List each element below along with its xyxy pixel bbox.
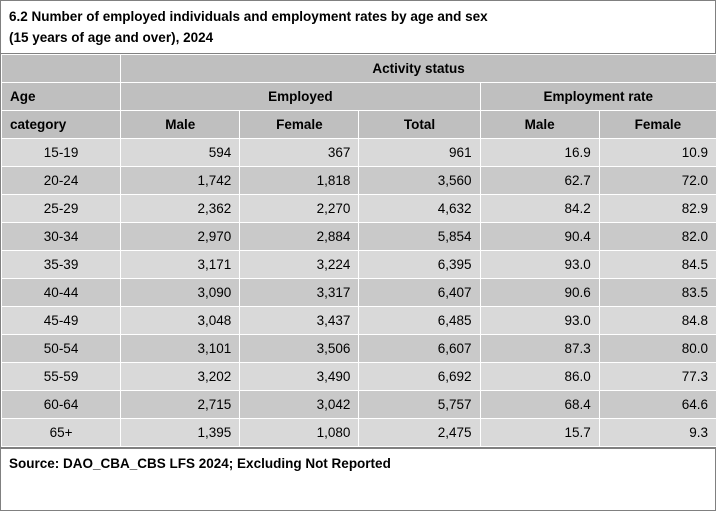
cell-employed-male: 2,715 <box>121 390 240 418</box>
cell-rate-female: 10.9 <box>599 138 716 166</box>
table-body <box>2 138 716 446</box>
table-row <box>2 222 716 250</box>
header-activity-status: Activity status <box>121 54 716 82</box>
cell-rate-male: 93.0 <box>480 250 599 278</box>
cell-employed-female: 1,818 <box>240 166 359 194</box>
table-row <box>2 306 716 334</box>
cell-age: 20-24 <box>2 166 121 194</box>
cell-employed-female: 2,270 <box>240 194 359 222</box>
cell-rate-female: 80.0 <box>599 334 716 362</box>
cell-employed-male: 3,090 <box>121 278 240 306</box>
cell-rate-female: 82.9 <box>599 194 716 222</box>
header-row-activity-status <box>2 54 716 82</box>
cell-rate-female: 84.8 <box>599 306 716 334</box>
cell-employed-female: 367 <box>240 138 359 166</box>
cell-employed-female: 3,506 <box>240 334 359 362</box>
cell-employed-male: 1,742 <box>121 166 240 194</box>
cell-rate-male: 62.7 <box>480 166 599 194</box>
header-row-groups <box>2 82 716 110</box>
cell-rate-female: 83.5 <box>599 278 716 306</box>
cell-age: 60-64 <box>2 390 121 418</box>
table-row <box>2 166 716 194</box>
cell-employed-female: 3,317 <box>240 278 359 306</box>
header-rate-male: Male <box>480 110 599 138</box>
header-age: Age <box>2 82 121 110</box>
header-employed-total: Total <box>359 110 480 138</box>
source-note: Source: DAO_CBA_CBS LFS 2024; Excluding Not Reported <box>1 448 715 477</box>
table-row <box>2 194 716 222</box>
cell-age: 65+ <box>2 418 121 446</box>
header-corner-blank <box>2 54 121 82</box>
cell-rate-male: 68.4 <box>480 390 599 418</box>
header-employed-male: Male <box>121 110 240 138</box>
cell-rate-female: 77.3 <box>599 362 716 390</box>
cell-employed-total: 5,757 <box>359 390 480 418</box>
page-title <box>1 1 715 53</box>
cell-age: 45-49 <box>2 306 121 334</box>
table-row <box>2 334 716 362</box>
table-row <box>2 278 716 306</box>
cell-employed-total: 4,632 <box>359 194 480 222</box>
cell-rate-male: 90.6 <box>480 278 599 306</box>
employment-table <box>1 54 716 447</box>
cell-employed-total: 2,475 <box>359 418 480 446</box>
cell-age: 50-54 <box>2 334 121 362</box>
header-category: category <box>2 110 121 138</box>
cell-rate-female: 82.0 <box>599 222 716 250</box>
cell-employed-female: 3,042 <box>240 390 359 418</box>
cell-rate-male: 86.0 <box>480 362 599 390</box>
table-row <box>2 138 716 166</box>
header-row-columns <box>2 110 716 138</box>
page-title-line-2: (15 years of age and over), 2024 <box>9 29 214 45</box>
cell-employed-total: 6,407 <box>359 278 480 306</box>
table-row <box>2 418 716 446</box>
header-employed: Employed <box>121 82 480 110</box>
cell-employed-male: 3,202 <box>121 362 240 390</box>
cell-employed-total: 6,395 <box>359 250 480 278</box>
cell-employed-male: 3,048 <box>121 306 240 334</box>
cell-rate-male: 93.0 <box>480 306 599 334</box>
cell-rate-female: 64.6 <box>599 390 716 418</box>
cell-rate-male: 16.9 <box>480 138 599 166</box>
cell-age: 15-19 <box>2 138 121 166</box>
table-row <box>2 362 716 390</box>
header-employment-rate: Employment rate <box>480 82 716 110</box>
table-row <box>2 390 716 418</box>
cell-rate-female: 72.0 <box>599 166 716 194</box>
table-row <box>2 250 716 278</box>
cell-employed-female: 2,884 <box>240 222 359 250</box>
cell-rate-female: 9.3 <box>599 418 716 446</box>
cell-employed-female: 1,080 <box>240 418 359 446</box>
cell-age: 55-59 <box>2 362 121 390</box>
cell-employed-male: 3,101 <box>121 334 240 362</box>
cell-employed-male: 2,362 <box>121 194 240 222</box>
cell-employed-total: 961 <box>359 138 480 166</box>
cell-employed-total: 3,560 <box>359 166 480 194</box>
cell-rate-male: 84.2 <box>480 194 599 222</box>
header-employed-female: Female <box>240 110 359 138</box>
cell-rate-female: 84.5 <box>599 250 716 278</box>
cell-rate-male: 87.3 <box>480 334 599 362</box>
cell-employed-male: 2,970 <box>121 222 240 250</box>
cell-rate-male: 90.4 <box>480 222 599 250</box>
cell-employed-female: 3,437 <box>240 306 359 334</box>
cell-employed-male: 594 <box>121 138 240 166</box>
page-title-line-1: 6.2 Number of employed individuals and employment rates by age and sex <box>9 9 488 24</box>
cell-employed-female: 3,224 <box>240 250 359 278</box>
cell-employed-male: 3,171 <box>121 250 240 278</box>
cell-rate-male: 15.7 <box>480 418 599 446</box>
cell-employed-female: 3,490 <box>240 362 359 390</box>
cell-employed-total: 5,854 <box>359 222 480 250</box>
cell-employed-total: 6,692 <box>359 362 480 390</box>
cell-age: 25-29 <box>2 194 121 222</box>
header-rate-female: Female <box>599 110 716 138</box>
cell-age: 40-44 <box>2 278 121 306</box>
cell-employed-male: 1,395 <box>121 418 240 446</box>
cell-employed-total: 6,607 <box>359 334 480 362</box>
cell-age: 35-39 <box>2 250 121 278</box>
cell-age: 30-34 <box>2 222 121 250</box>
cell-employed-total: 6,485 <box>359 306 480 334</box>
table-header <box>2 54 716 138</box>
